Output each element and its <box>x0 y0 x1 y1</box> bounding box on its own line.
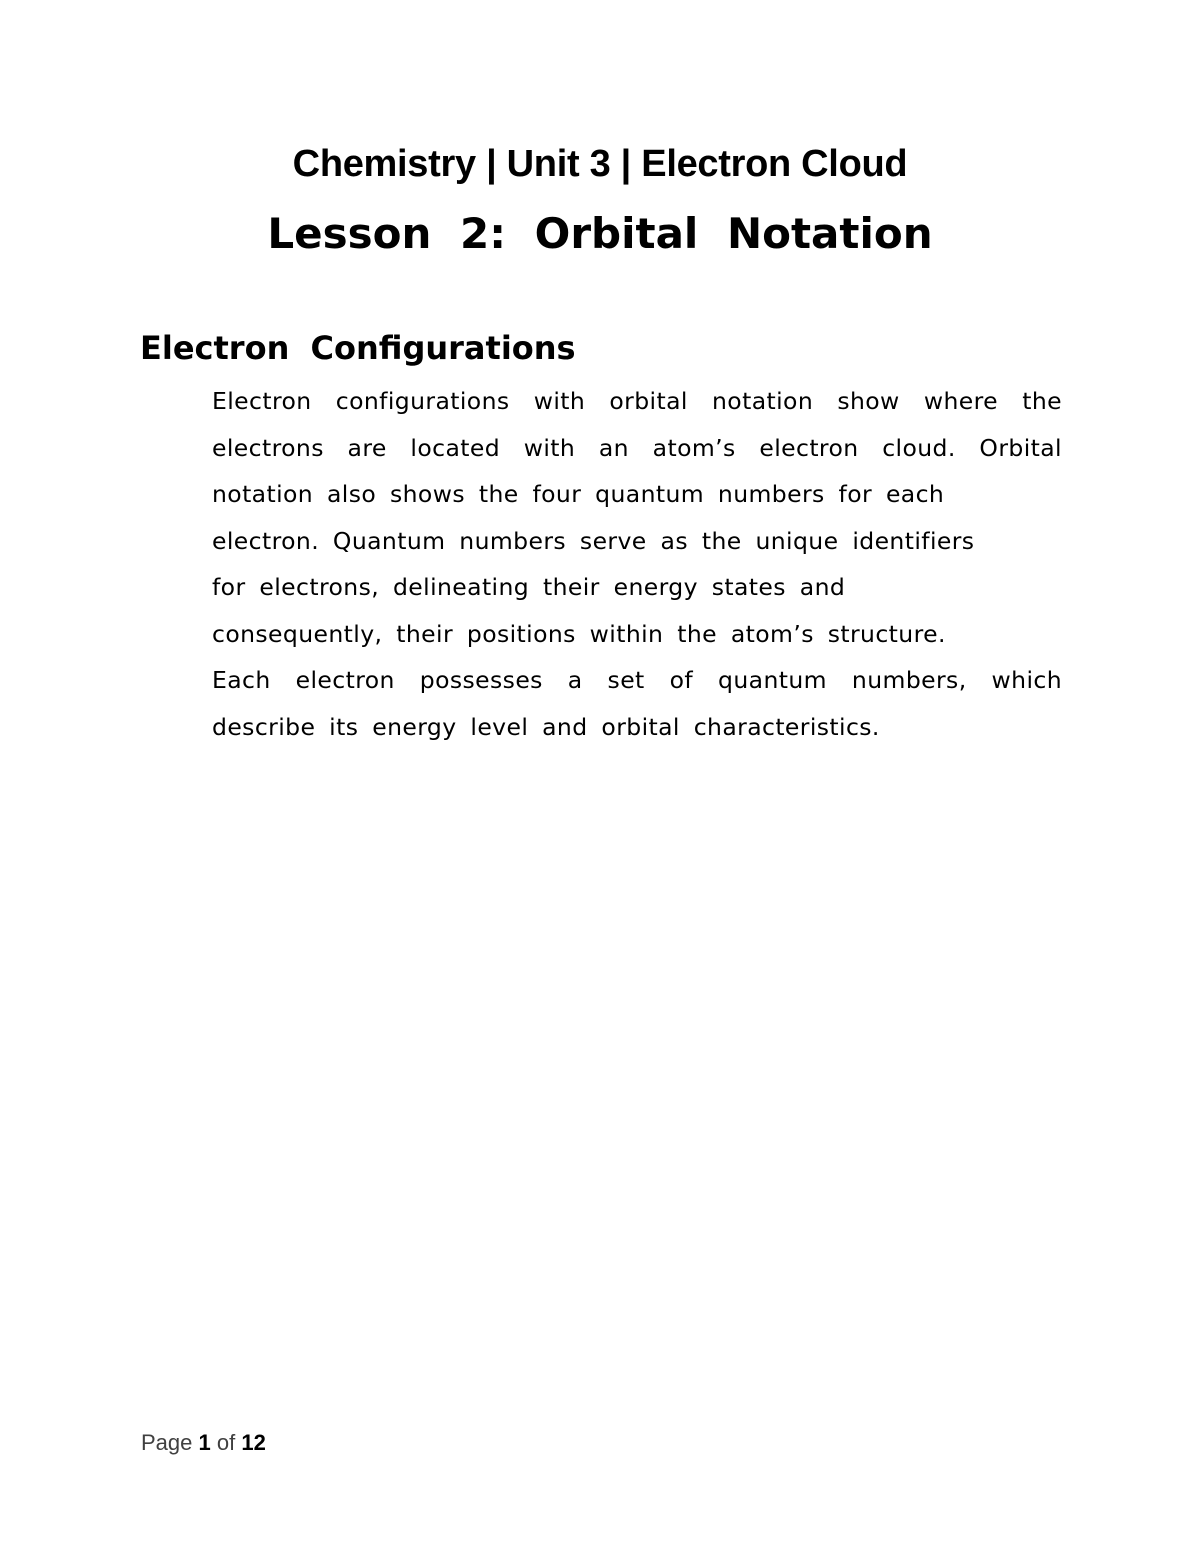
lesson-title: Lesson 2: Orbital Notation <box>267 209 933 258</box>
paragraph-line: notation also shows the four quantum numbers for each <box>212 480 945 508</box>
body-paragraph <box>212 378 1062 750</box>
paragraph-line: describe its energy level and orbital characteristics. <box>212 712 880 741</box>
paragraph-line: consequently, their positions within the atom’s structure. <box>212 619 946 648</box>
course-header: Chemistry | Unit 3 | Electron Cloud <box>292 143 908 185</box>
page-footer <box>141 1428 266 1458</box>
paragraph-line: electron. Quantum numbers serve as the unique identifiers <box>212 526 975 555</box>
current-page-number: 1 <box>198 1430 211 1455</box>
total-pages-number: 12 <box>241 1430 266 1455</box>
paragraph-line: electrons are located with an atom’s electron cloud. Orbital <box>212 433 1062 462</box>
page-label: Page <box>141 1430 193 1455</box>
paragraph-line: Each electron possesses a set of quantum numbers, which <box>212 666 1062 694</box>
paragraph-line: for electrons, delineating their energy states and <box>212 573 846 601</box>
section-heading: Electron Configurations <box>140 329 576 367</box>
of-label: of <box>216 1430 236 1455</box>
paragraph-line: Electron configurations with orbital notation show where the <box>212 387 1062 415</box>
